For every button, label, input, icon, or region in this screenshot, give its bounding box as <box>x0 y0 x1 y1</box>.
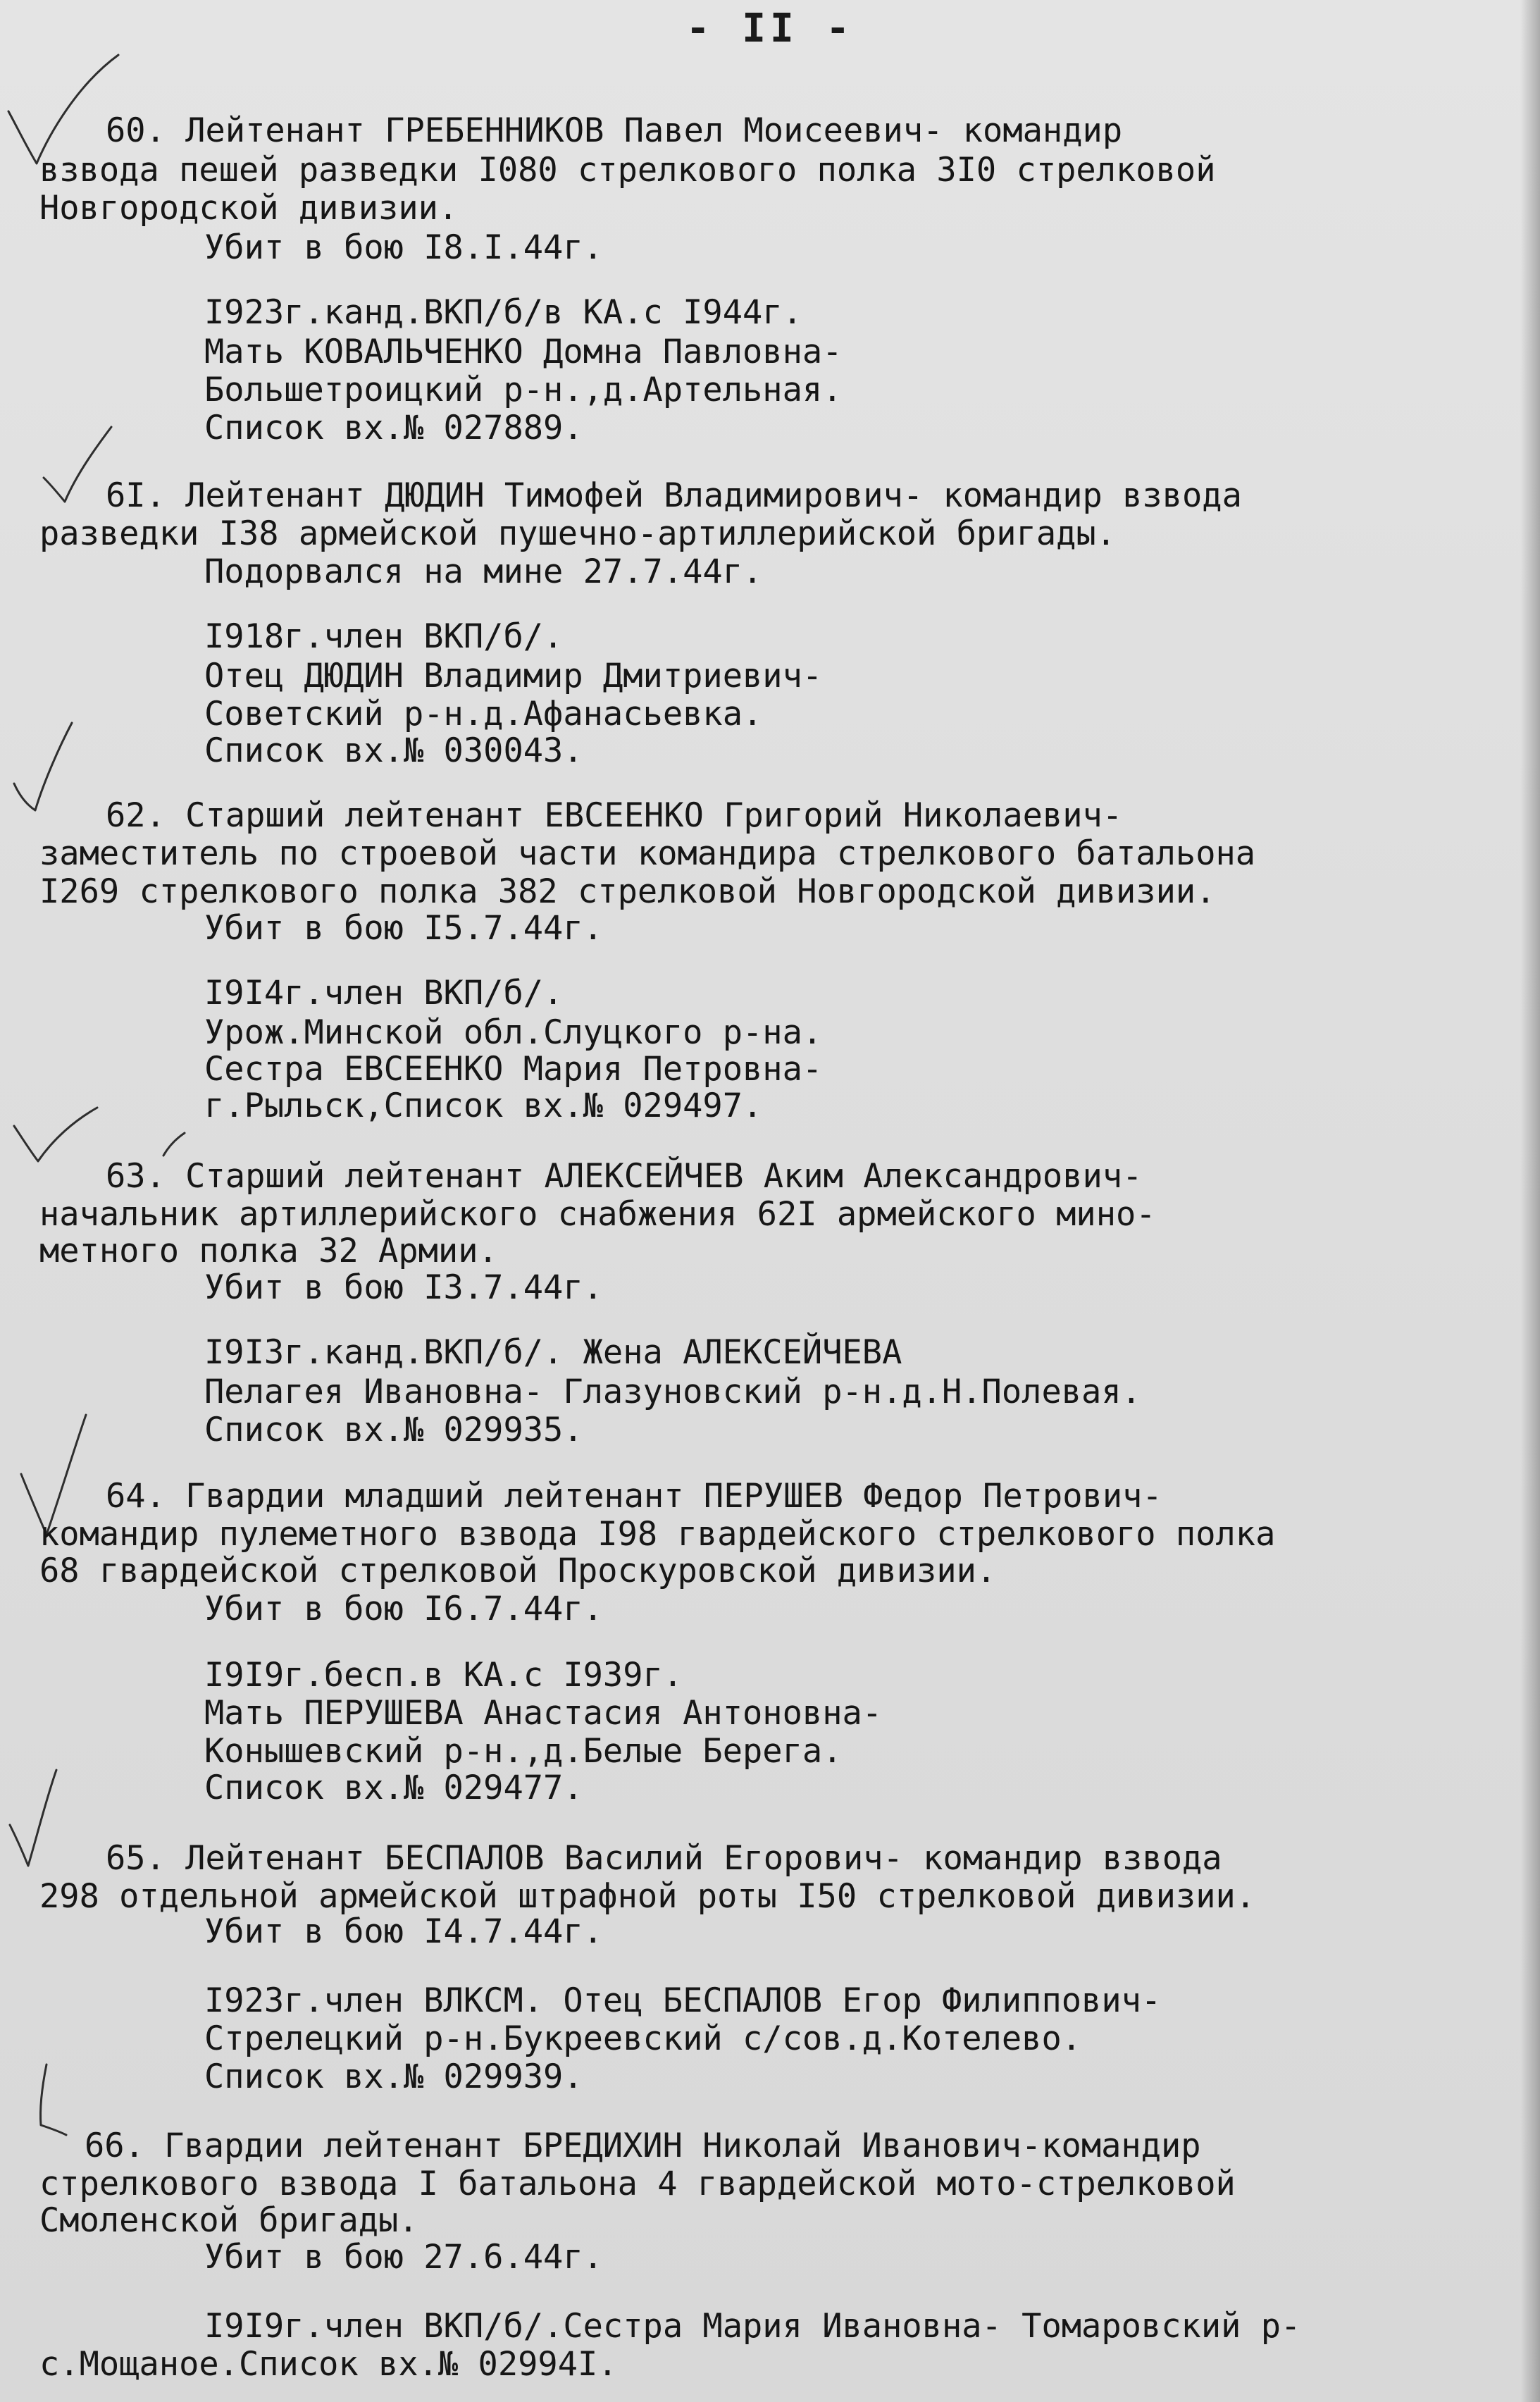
record-line: Стрелецкий р-н.Букреевский с/сов.д.Котелево. <box>204 2019 1082 2058</box>
record-line: Убит в бою I6.7.44г. <box>204 1590 603 1628</box>
record-line: Подорвался на мине 27.7.44г. <box>204 552 763 591</box>
record-line: I9I4г.член ВКП/б/. <box>204 974 564 1013</box>
record-line: I923г.канд.ВКП/б/в КА.с I944г. <box>204 293 802 332</box>
record-line: Убит в бою 27.6.44г. <box>204 2238 603 2277</box>
record-line: заместитель по строевой части командира стрелкового батальона <box>39 834 1256 873</box>
record-line: с.Мощаное.Список вх.№ 02994I. <box>39 2345 618 2384</box>
record-line: 298 отдельной армейской штрафной роты I50 стрелковой дивизии. <box>39 1877 1256 1916</box>
page-number: - II - <box>685 6 855 51</box>
record-line: 63. Старший лейтенант АЛЕКСЕЙЧЕВ Аким Александрович- <box>106 1157 1143 1196</box>
record-line: Список вх.№ 029939. <box>204 2057 583 2096</box>
record-line: 6I. Лейтенант ДЮДИН Тимофей Владимирович- командир взвода <box>106 476 1242 515</box>
record-line: 68 гвардейской стрелковой Проскуровской дивизии. <box>39 1552 997 1590</box>
record-line: Новгородской дивизии. <box>39 189 459 228</box>
record-line: 60. Лейтенант ГРЕБЕННИКОВ Павел Моисеевич- командир <box>106 111 1123 150</box>
record-line: Список вх.№ 027889. <box>204 409 583 447</box>
record-line: I9I3г.канд.ВКП/б/. Жена АЛЕКСЕЙЧЕВА <box>204 1333 902 1372</box>
record-line: 65. Лейтенант БЕСПАЛОВ Василий Егорович- командир взвода <box>106 1839 1222 1878</box>
record-line: Сестра ЕВСЕЕНКО Мария Петровна- <box>204 1050 823 1089</box>
record-line: метного полка 32 Армии. <box>39 1232 498 1270</box>
page-edge-shadow <box>1520 0 1540 2402</box>
record-line: Убит в бою I8.I.44г. <box>204 228 603 267</box>
record-line: Мать ПЕРУШЕВА Анастасия Антоновна- <box>204 1694 883 1733</box>
record-line: Советский р-н.д.Афанасьевка. <box>204 695 763 733</box>
record-line: стрелкового взвода I батальона 4 гвардейской мото-стрелковой <box>39 2165 1236 2203</box>
record-line: Список вх.№ 029935. <box>204 1411 583 1449</box>
record-line: I923г.член ВЛКСМ. Отец БЕСПАЛОВ Егор Филиппович- <box>204 1981 1162 2020</box>
record-line: I9I9г.бесп.в КА.с I939г. <box>204 1656 683 1695</box>
record-line: Конышевский р-н.,д.Белые Берега. <box>204 1732 843 1771</box>
record-line: 66. Гвардии лейтенант БРЕДИХИН Николай Иванович-командир <box>85 2126 1201 2165</box>
check-mark-icon <box>44 427 111 502</box>
record-line: Большетроицкий р-н.,д.Артельная. <box>204 371 843 409</box>
check-mark-icon <box>14 1108 97 1161</box>
record-line: начальник артиллерийского снабжения 62I армейского мино- <box>39 1195 1156 1234</box>
record-line: Убит в бою I4.7.44г. <box>204 1912 603 1951</box>
record-line: Убит в бою I3.7.44г. <box>204 1268 603 1307</box>
record-line: I9I9г.член ВКП/б/.Сестра Мария Ивановна- Томаровский р- <box>204 2307 1301 2346</box>
record-line: Смоленской бригады. <box>39 2201 418 2240</box>
record-line: Урож.Минской обл.Слуцкого р-на. <box>204 1013 823 1052</box>
record-line: I918г.член ВКП/б/. <box>204 617 564 656</box>
record-line: Список вх.№ 029477. <box>204 1769 583 1807</box>
check-mark-icon <box>8 55 118 163</box>
check-mark-icon <box>163 1133 185 1156</box>
record-line: командир пулеметного взвода I98 гвардейского стрелкового полка <box>39 1515 1276 1554</box>
record-line: I269 стрелкового полка 382 стрелковой Новгородской дивизии. <box>39 872 1216 911</box>
record-line: г.Рыльск,Список вх.№ 029497. <box>204 1087 763 1125</box>
record-line: Убит в бою I5.7.44г. <box>204 909 603 948</box>
check-mark-icon <box>14 723 72 810</box>
record-line: Мать КОВАЛЬЧЕНКО Домна Павловна- <box>204 333 843 371</box>
record-line: Пелагея Ивановна- Глазуновский р-н.д.Н.Полевая. <box>204 1373 1141 1411</box>
record-line: Список вх.№ 030043. <box>204 731 583 770</box>
record-line: взвода пешей разведки I080 стрелкового полка 3I0 стрелковой <box>39 151 1216 190</box>
record-line: 62. Старший лейтенант ЕВСЕЕНКО Григорий Николаевич- <box>106 796 1123 835</box>
record-line: 64. Гвардии младший лейтенант ПЕРУШЕВ Федор Петрович- <box>106 1477 1162 1516</box>
check-mark-icon <box>40 2064 66 2135</box>
record-line: разведки I38 армейской пушечно-артиллерийской бригады. <box>39 514 1117 553</box>
record-line: Отец ДЮДИН Владимир Дмитриевич- <box>204 657 823 695</box>
check-mark-icon <box>10 1770 56 1866</box>
